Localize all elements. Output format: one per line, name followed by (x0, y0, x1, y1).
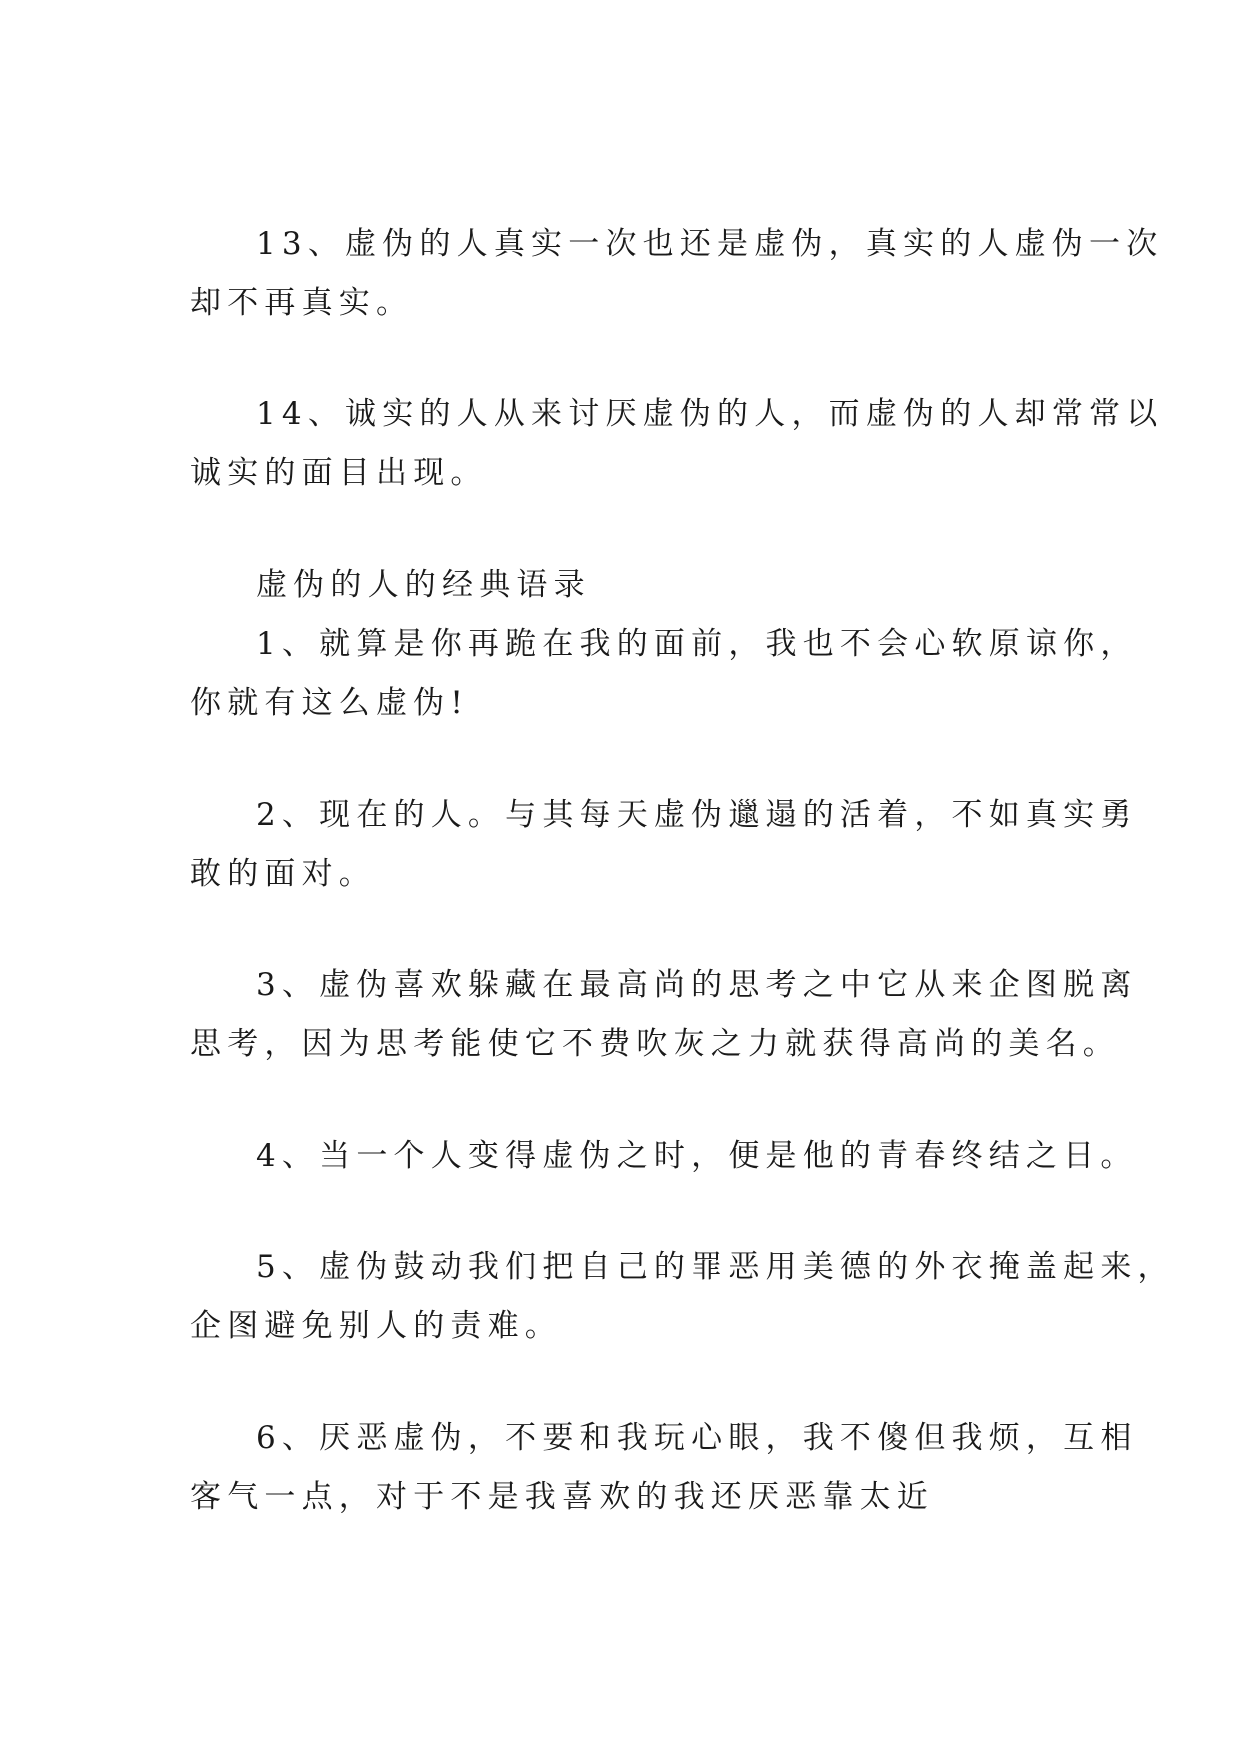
paragraph-13-line-2: 却不再真实。 (190, 285, 414, 321)
paragraph-14-line-2: 诚实的面目出现。 (190, 455, 488, 491)
quote-2-line-2: 敢的面对。 (190, 856, 376, 892)
section-heading: 虚伪的人的经典语录 (256, 567, 591, 603)
quote-5-line-2: 企图避免别人的责难。 (190, 1308, 562, 1344)
quote-3-line-2: 思考，因为思考能使它不费吹灰之力就获得高尚的美名。 (190, 1026, 1120, 1062)
quote-5-line-1: 5、虚伪鼓动我们把自己的罪恶用美德的外衣掩盖起来， (256, 1249, 1175, 1285)
quote-3-line-1: 3、虚伪喜欢躲藏在最高尚的思考之中它从来企图脱离 (256, 967, 1138, 1003)
quote-2-line-1: 2、现在的人。与其每天虚伪邋遢的活着，不如真实勇 (256, 797, 1138, 833)
quote-1-line-2: 你就有这么虚伪! (190, 685, 470, 721)
quote-6-line-2: 客气一点，对于不是我喜欢的我还厌恶靠太近 (190, 1479, 934, 1515)
quote-1-line-1: 1、就算是你再跪在我的面前，我也不会心软原谅你， (256, 626, 1138, 662)
quote-6-line-1: 6、厌恶虚伪，不要和我玩心眼，我不傻但我烦，互相 (256, 1420, 1138, 1456)
quote-4-line-1: 4、当一个人变得虚伪之时，便是他的青春终结之日。 (256, 1138, 1138, 1174)
paragraph-14-line-1: 14、诚实的人从来讨厌虚伪的人，而虚伪的人却常常以 (256, 396, 1164, 432)
paragraph-13-line-1: 13、虚伪的人真实一次也还是虚伪，真实的人虚伪一次 (256, 226, 1164, 262)
